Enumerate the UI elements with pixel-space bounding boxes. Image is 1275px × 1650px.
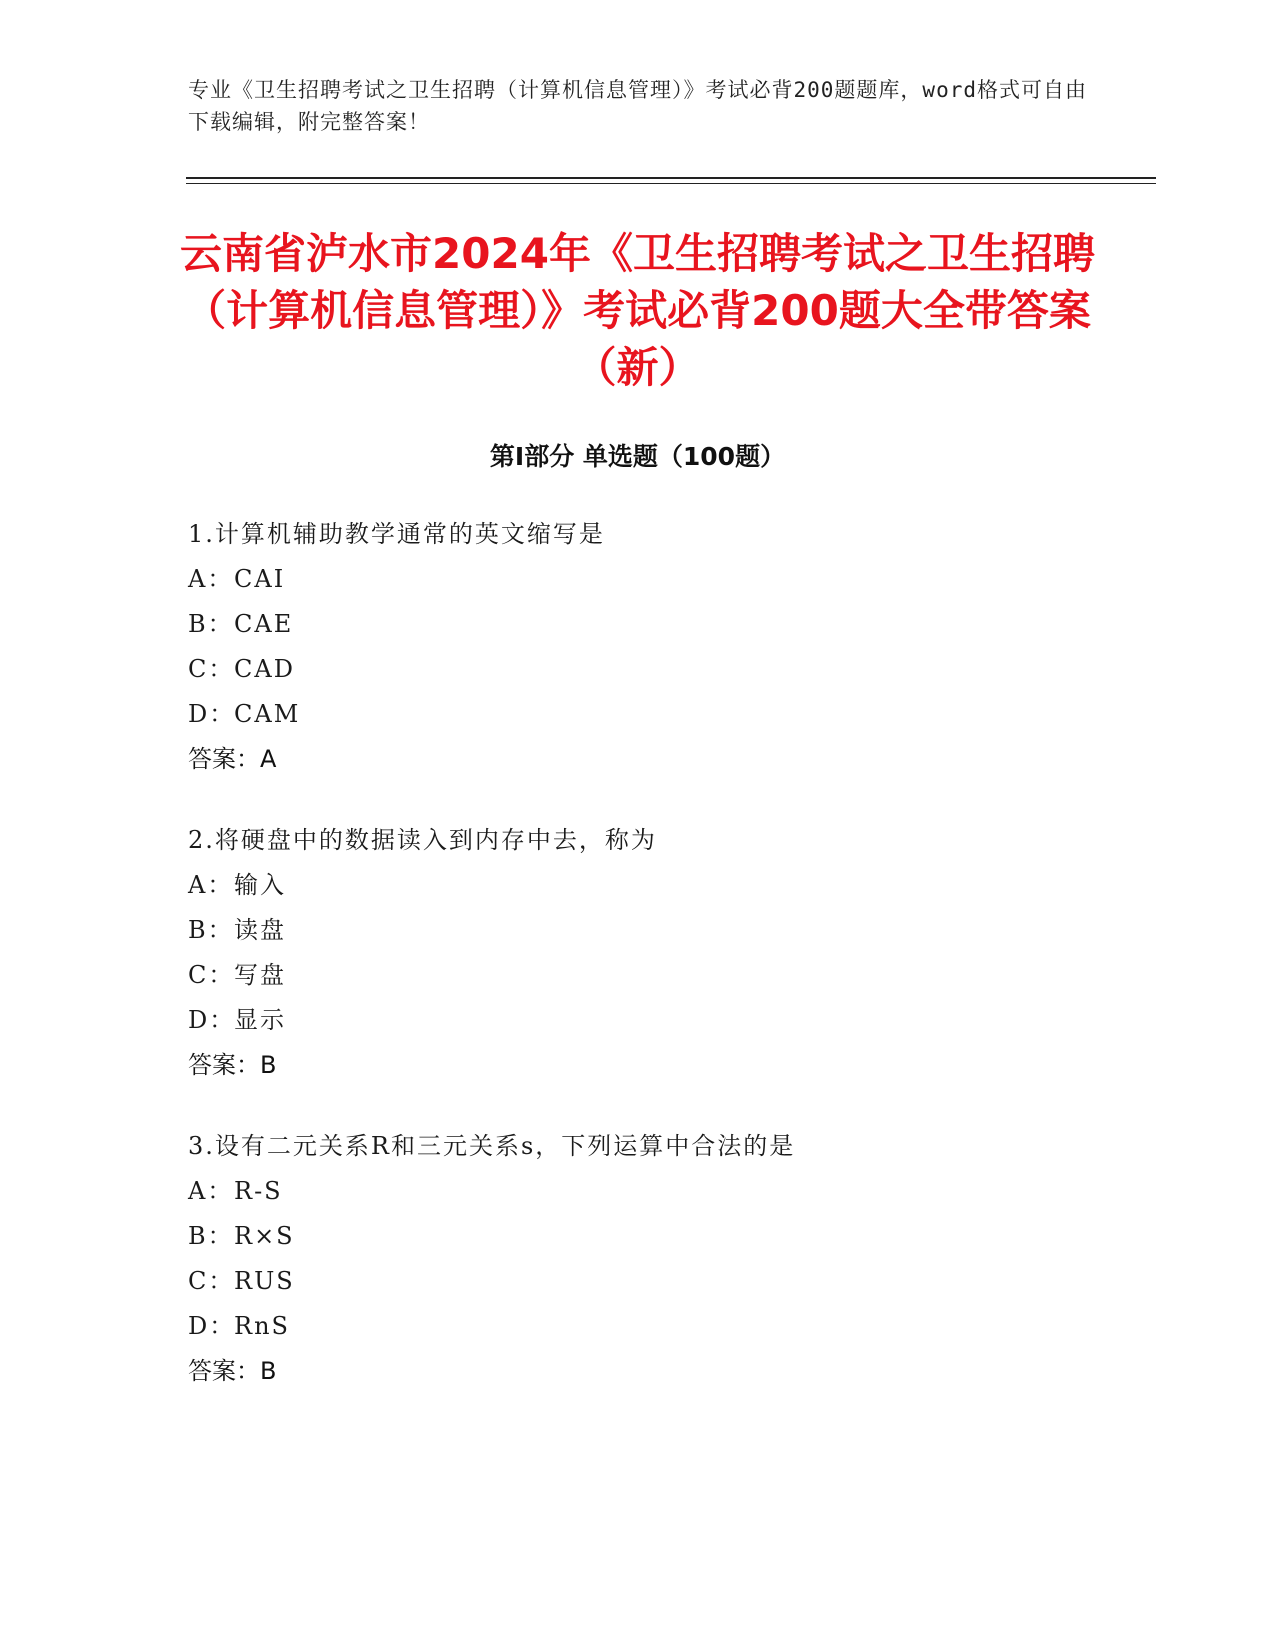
option-key: D： [188,1006,236,1034]
answer: 答案：B [188,1357,277,1385]
header-divider-thick [186,177,1156,179]
option-key: A： [188,871,234,899]
option-d [188,1304,1188,1349]
option-text: CAE [234,610,294,638]
option-text: R×S [234,1222,295,1250]
option-text: 显示 [234,1006,286,1034]
option-c [188,953,1188,998]
option-text: 写盘 [234,961,286,989]
answer: 答案：A [188,745,277,773]
option-d [188,998,1188,1043]
option-text: R-S [234,1177,283,1205]
option-text: 输入 [234,871,286,899]
option-text: CAI [234,565,286,593]
question-stem: 1.计算机辅助教学通常的英文缩写是 [188,520,605,548]
option-a [188,1169,1188,1214]
question-3 [188,1124,1188,1394]
question-stem: 3.设有二元关系R和三元关系s，下列运算中合法的是 [188,1132,796,1160]
question-1 [188,512,1188,782]
option-c [188,1259,1188,1304]
option-key: B： [188,1222,234,1250]
option-b [188,1214,1188,1259]
option-key: A： [188,1177,234,1205]
option-text: CAM [234,700,301,728]
option-text: CAD [234,655,295,683]
answer: 答案：B [188,1051,277,1079]
option-text: RnS [234,1312,290,1340]
option-key: C： [188,1267,235,1295]
option-key: B： [188,610,234,638]
option-key: C： [188,961,235,989]
question-2 [188,818,1188,1088]
section-title: 第Ⅰ部分 单选题（100题） [489,442,786,471]
option-key: D： [188,700,236,728]
option-a [188,863,1188,908]
option-key: A： [188,565,234,593]
option-b [188,908,1188,953]
header-divider-thin [186,183,1156,184]
option-text: 读盘 [234,916,286,944]
option-key: D： [188,1312,236,1340]
option-key: B： [188,916,234,944]
header-note: 专业《卫生招聘考试之卫生招聘（计算机信息管理）》考试必背200题题库，word格式可自由下载编辑，附完整答案！ [188,78,1087,134]
option-text: RUS [234,1267,295,1295]
option-b [188,602,1188,647]
document-title: 云南省泸水市2024年《卫生招聘考试之卫生招聘（计算机信息管理）》考试必背200题大全带答案（新） [180,229,1095,392]
question-stem: 2.将硬盘中的数据读入到内存中去，称为 [188,826,657,854]
option-key: C： [188,655,235,683]
option-c [188,647,1188,692]
option-a [188,557,1188,602]
option-d [188,692,1188,737]
